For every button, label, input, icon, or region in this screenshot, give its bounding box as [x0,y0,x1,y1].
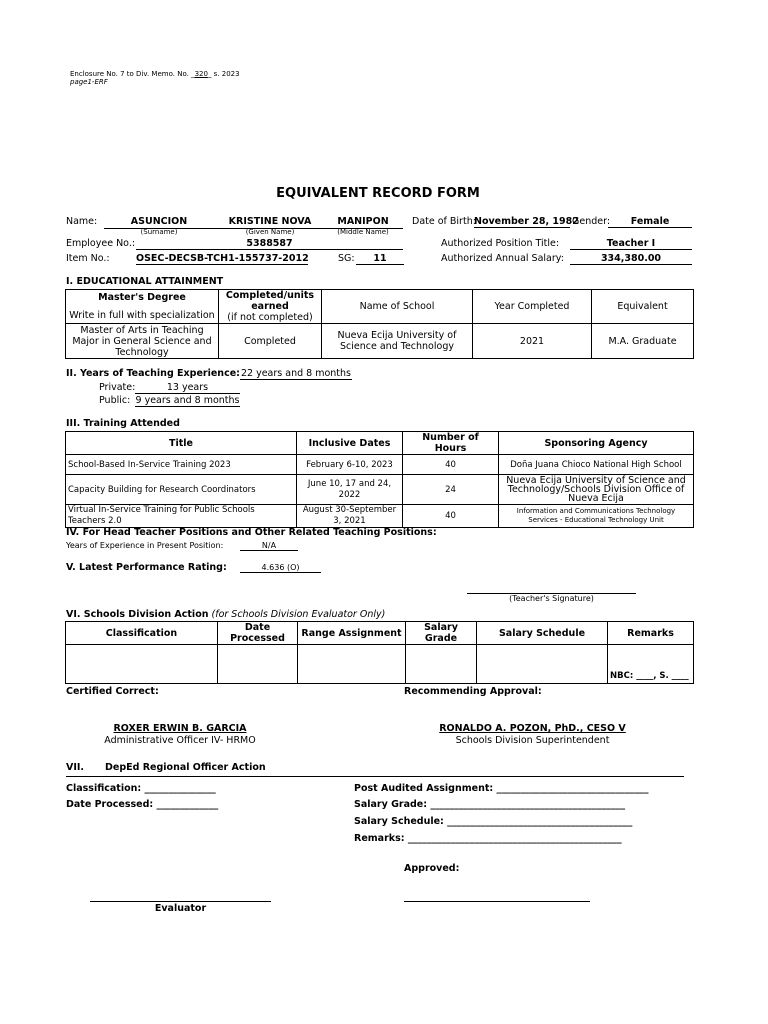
completed-cell: Completed [219,324,322,359]
dob-value: November 28, 1982 [474,216,579,227]
education-row [66,324,694,359]
evaluator-signature-line [90,901,271,902]
training-hours: 40 [403,455,499,475]
present-position-label: Years of Experience in Present Position: [66,541,224,550]
year-cell: 2021 [473,324,592,359]
item-no-value: OSEC-DECSB-TCH1-155737-2012 [136,253,309,264]
degree-cell: Master of Arts in Teaching Major in General Science and Technology [66,324,219,359]
training-agency: Doña Juana Chioco National High School [499,455,694,475]
sg-value: 11 [356,253,404,265]
training-agency: Nueva Ecija University of Science and Technology/Schools Division Office of Nueva Ecija [499,475,694,505]
salary-schedule-header: Salary Schedule [477,622,608,645]
employee-no-label: Employee No.: [66,238,136,249]
recommending-label: Recommending Approval: [404,686,542,697]
regional-date-processed[interactable]: Date Processed: _____________ [66,799,219,810]
position-value: Teacher I [570,238,692,250]
regional-classification[interactable]: Classification: _______________ [66,783,216,794]
dob-label: Date of Birth: [412,216,476,227]
training-title: School-Based In-Service Training 2023 [66,455,297,475]
training-header-row [66,432,694,455]
private-value: 13 years [135,382,240,394]
equivalent-header: Equivalent [592,290,694,324]
surname-caption: (Surname) [140,228,178,236]
classification-cell[interactable] [66,645,218,684]
evaluator-label: Evaluator [154,903,207,914]
sg-label: SG: [338,253,355,264]
regional-heading-no: VII. [66,762,85,773]
sdo-entry-row [66,645,694,684]
recommender-title: Schools Division Superintendent [455,735,610,746]
sdo-action-heading: VI. Schools Division Action (for Schools Division Evaluator Only) [66,609,386,620]
middle-name-value: MANIPON [337,216,389,227]
year-header: Year Completed [473,290,592,324]
approved-label: Approved: [404,863,460,874]
given-name-caption: (Given Name) [245,228,295,236]
salary-grade-cell[interactable] [406,645,477,684]
employee-no-value: 5388587 [136,238,403,250]
equivalent-cell: M.A. Graduate [592,324,694,359]
date-processed-cell[interactable] [218,645,298,684]
enclosure-note: Enclosure No. 7 to Div. Memo. No. _320_ s. 2023 [70,70,240,78]
training-dates-header: Inclusive Dates [297,432,403,455]
approver-signature-line [404,901,590,902]
training-dates: February 6-10, 2023 [297,455,403,475]
regional-divider [66,776,684,777]
range-assignment-cell[interactable] [298,645,406,684]
education-table [65,289,694,359]
position-label: Authorized Position Title: [441,238,560,249]
regional-remarks[interactable]: Remarks: _____________________________________________ [354,833,622,844]
present-position-value: N/A [240,541,298,551]
education-heading: I. EDUCATIONAL ATTAINMENT [66,276,224,287]
teacher-signature-caption: (Teacher's Signature) [509,594,594,603]
training-row [66,475,694,505]
school-header: Name of School [322,290,473,324]
training-agency-header: Sponsoring Agency [499,432,694,455]
salary-schedule-cell[interactable] [477,645,608,684]
experience-heading: II. Years of Teaching Experience: [66,368,240,379]
memo-number: 320 [194,70,208,78]
performance-rating: 4.636 (O) [240,563,321,573]
training-row [66,455,694,475]
experience-total: 22 years and 8 months [240,368,351,379]
school-cell: Nueva Ecija University of Science and Technology [322,324,473,359]
remarks-cell[interactable]: NBC: ____, S. ____ [608,645,694,684]
salary-label: Authorized Annual Salary: [441,253,564,264]
training-table [65,431,694,528]
training-hours: 40 [403,505,499,528]
salary-value: 334,380.00 [570,253,692,265]
private-label: Private: [99,382,136,393]
certifier-title: Administrative Officer IV- HRMO [104,735,256,746]
training-title-header: Title [66,432,297,455]
remarks-header: Remarks [608,622,694,645]
sdo-header-row [66,622,694,645]
regional-heading: DepEd Regional Officer Action [105,762,266,773]
training-row [66,505,694,528]
regional-post-audited[interactable]: Post Audited Assignment: ________________________________ [354,783,649,794]
degree-header: Master's Degree Write in full with specialization [66,290,219,324]
given-name-value: KRISTINE NOVA [228,216,312,227]
education-header-row [66,290,694,324]
training-title: Capacity Building for Research Coordinators [66,475,297,505]
performance-heading: V. Latest Performance Rating: [66,562,227,573]
training-dates: June 10, 17 and 24, 2022 [297,475,403,505]
gender-label: Gender: [572,216,611,227]
surname-value: ASUNCION [130,216,188,227]
name-label: Name: [66,216,98,227]
salary-grade-header: Salary Grade [406,622,477,645]
training-heading: III. Training Attended [66,418,180,429]
certifier-name: ROXER ERWIN B. GARCIA [113,723,247,734]
gender-value: Female [608,216,692,228]
public-label: Public: [99,395,131,406]
sdo-action-table [65,621,694,684]
item-no-label: Item No.: [66,253,110,264]
middle-name-caption: (Middle Name) [337,228,389,236]
page-code: page1-ERF [70,78,108,86]
regional-salary-grade[interactable]: Salary Grade: _________________________________________ [354,799,626,810]
training-hours: 24 [403,475,499,505]
classification-header: Classification [66,622,218,645]
head-teacher-heading: IV. For Head Teacher Positions and Other Related Teaching Positions: [66,527,437,538]
date-processed-header: Date Processed [218,622,298,645]
public-value: 9 years and 8 months [135,395,240,406]
training-dates: August 30-September 3, 2021 [297,505,403,528]
range-assignment-header: Range Assignment [298,622,406,645]
completed-header: Completed/units earned (if not completed) [219,290,322,324]
certified-label: Certified Correct: [66,686,159,697]
training-hours-header: Number of Hours [403,432,499,455]
form-title: EQUIVALENT RECORD FORM [276,186,480,201]
regional-salary-schedule[interactable]: Salary Schedule: _______________________________________ [354,816,633,827]
recommender-name: RONALDO A. POZON, PhD., CESO V [439,723,626,734]
training-title: Virtual In-Service Training for Public Schools Teachers 2.0 [66,505,297,528]
training-agency: Information and Communications Technology Services - Educational Technology Unit [499,505,694,528]
